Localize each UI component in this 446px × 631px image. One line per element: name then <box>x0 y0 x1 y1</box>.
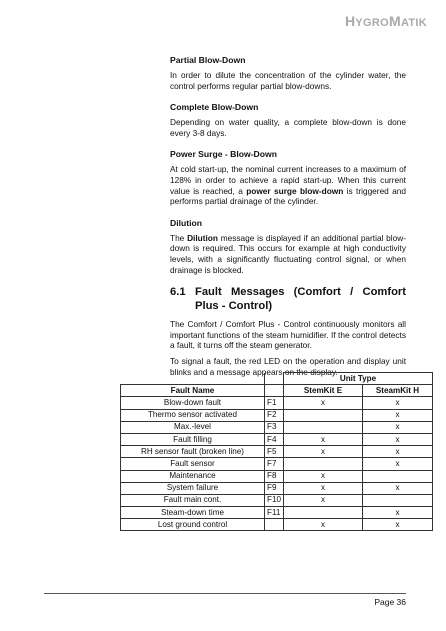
table-row <box>121 507 433 519</box>
table-row <box>121 397 433 409</box>
table-cell: x <box>363 409 433 421</box>
table-cell: F11 <box>265 507 284 519</box>
document-body <box>170 55 406 388</box>
table-cell: x <box>363 421 433 433</box>
table-cell: x <box>284 470 363 482</box>
table-cell: F2 <box>265 409 284 421</box>
table-cell: RH sensor fault (broken line) <box>121 446 265 458</box>
table-cell: Fault filling <box>121 433 265 445</box>
table-cell <box>284 409 363 421</box>
table-cell: Fault main cont. <box>121 494 265 506</box>
column-header: Fault Name <box>121 385 265 397</box>
footer-rule <box>44 593 406 594</box>
table-cell <box>284 507 363 519</box>
chapter-number: 6.1 <box>170 286 186 299</box>
table-cell: x <box>363 482 433 494</box>
table-cell: x <box>363 519 433 531</box>
table-row <box>121 494 433 506</box>
hygromatik-logo: HYGROMATIK <box>344 13 427 29</box>
table-cell: F5 <box>265 446 284 458</box>
section-text: At cold start-up, the nominal current increases to a maximum of 128% in order to achieve a rapid start-up. When this current value is reached, a power surge blow-down is triggered and performs partial drainage of the cylinder. <box>170 164 407 207</box>
chapter-paragraph: The Comfort / Comfort Plus - Control continuously monitors all important functions of the steam humidifier. If the control detects a fault, it turns off the steam generator. <box>170 319 406 351</box>
table-cell: x <box>363 507 433 519</box>
chapter-paragraph: To signal a fault, the red LED on the operation and display unit blinks and a message appears on the display. <box>170 355 406 377</box>
table-cell: x <box>284 433 363 445</box>
section-text: In order to dilute the concentration of the cylinder water, the control performs regular partial blow-downs. <box>170 70 406 91</box>
table-cell: x <box>363 397 433 409</box>
table-cell: Fault sensor <box>121 458 265 470</box>
section-complete-blow-down <box>170 102 406 138</box>
table-cell: F3 <box>265 421 284 433</box>
chapter-heading <box>170 286 406 313</box>
section-partial-blow-down <box>170 55 406 91</box>
chapter-title: Fault Messages (Comfort / Comfort Plus - Control) <box>195 286 406 312</box>
table-cell <box>265 519 284 531</box>
table-cell <box>363 470 433 482</box>
section-title: Complete Blow-Down <box>170 102 259 113</box>
table-row <box>121 409 433 421</box>
section-power-surge <box>170 149 406 206</box>
table-cell: Max.-level <box>121 421 265 433</box>
table-cell: F8 <box>265 470 284 482</box>
table-cell: System failure <box>121 482 265 494</box>
page-number: Page 36 <box>374 597 406 607</box>
table-cell: x <box>284 482 363 494</box>
section-title: Partial Blow-Down <box>170 55 246 65</box>
table-cell: x <box>284 397 363 409</box>
column-header: StemKit E <box>284 385 363 397</box>
table-cell: F9 <box>265 482 284 494</box>
table-cell: F1 <box>265 397 284 409</box>
section-text: Depending on water quality, a complete blow-down is done every 3-8 days. <box>170 117 406 138</box>
table-cell: x <box>363 458 433 470</box>
table-cell: Maintenance <box>121 470 265 482</box>
table-cell: F7 <box>265 458 284 470</box>
table-row <box>121 470 433 482</box>
table-row <box>121 482 433 494</box>
table-cell: Lost ground control <box>121 519 265 531</box>
table-row <box>121 421 433 433</box>
section-title: Dilution <box>170 217 202 228</box>
column-header: SteamKit H <box>363 385 433 397</box>
table-cell: x <box>363 433 433 445</box>
table-row <box>121 519 433 531</box>
fault-messages-table <box>120 372 433 531</box>
section-text: The Dilution message is displayed if an additional partial blow-down is required. This occurs for example at high conductivity levels, with a significantly fluctuating control signal, or when drainage is blocked. <box>170 232 406 275</box>
table-cell: x <box>284 494 363 506</box>
table-row <box>121 433 433 445</box>
section-title: Power Surge - Blow-Down <box>170 149 277 160</box>
table-row <box>121 458 433 470</box>
table-cell: x <box>363 446 433 458</box>
table-cell: x <box>284 446 363 458</box>
column-header <box>265 385 284 397</box>
table-cell: Steam-down time <box>121 507 265 519</box>
table-cell <box>284 421 363 433</box>
table-cell: Blow-down fault <box>121 397 265 409</box>
table-cell: F4 <box>265 433 284 445</box>
table-cell: F10 <box>265 494 284 506</box>
table-cell: Thermo sensor activated <box>121 409 265 421</box>
section-dilution <box>170 218 406 275</box>
table-cell <box>284 458 363 470</box>
table-row <box>121 446 433 458</box>
unit-type-header: Unit Type <box>284 373 433 385</box>
table-cell <box>363 494 433 506</box>
table-cell: x <box>284 519 363 531</box>
